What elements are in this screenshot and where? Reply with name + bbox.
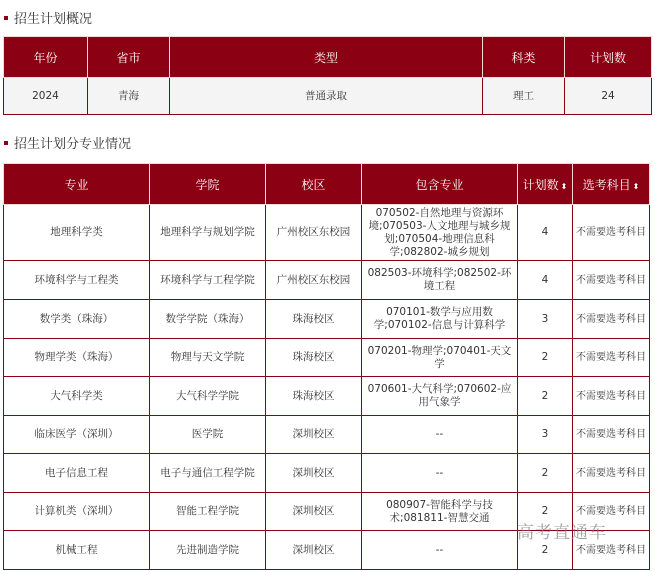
cell: 物理学类（珠海） xyxy=(4,339,150,377)
header-campus: 校区 xyxy=(266,164,362,205)
cell: 数学类（珠海） xyxy=(4,300,150,339)
header-plan-count-sortable[interactable] xyxy=(518,164,573,205)
cell: -- xyxy=(362,416,518,454)
cell: 深圳校区 xyxy=(266,493,362,531)
cell: 2 xyxy=(518,339,573,377)
cell: 物理与天文学院 xyxy=(150,339,266,377)
cell: 4 xyxy=(518,261,573,300)
cell: 不需要选考科目 xyxy=(573,205,650,261)
header-year: 年份 xyxy=(4,37,88,78)
cell: 大气科学类 xyxy=(4,377,150,416)
overview-table xyxy=(3,36,652,115)
cell: 070101-数学与应用数学;070102-信息与计算科学 xyxy=(362,300,518,339)
cell: 2 xyxy=(518,493,573,531)
cell: 不需要选考科目 xyxy=(573,493,650,531)
cell: 地理科学类 xyxy=(4,205,150,261)
cell: 电子信息工程 xyxy=(4,454,150,493)
table-header-row xyxy=(4,164,650,205)
cell: 珠海校区 xyxy=(266,300,362,339)
header-college: 学院 xyxy=(150,164,266,205)
cell: 深圳校区 xyxy=(266,454,362,493)
cell: 不需要选考科目 xyxy=(573,454,650,493)
cell: 3 xyxy=(518,416,573,454)
cell: 广州校区东校园 xyxy=(266,261,362,300)
table-row xyxy=(4,339,650,377)
cell: 环境科学与工程类 xyxy=(4,261,150,300)
cell: 070201-物理学;070401-天文学 xyxy=(362,339,518,377)
cell: 深圳校区 xyxy=(266,416,362,454)
cell: -- xyxy=(362,454,518,493)
section-title-overview xyxy=(4,8,92,27)
bullet-icon xyxy=(4,141,8,145)
cell: 青海 xyxy=(88,78,170,115)
cell: 先进制造学院 xyxy=(150,531,266,570)
table-header-row xyxy=(4,37,652,78)
header-subjects-sortable[interactable] xyxy=(573,164,650,205)
sort-icon[interactable]: ⬍ xyxy=(560,181,568,191)
sort-icon[interactable]: ⬍ xyxy=(632,181,640,191)
cell: 电子与通信工程学院 xyxy=(150,454,266,493)
cell: 临床医学（深圳） xyxy=(4,416,150,454)
header-category: 科类 xyxy=(483,37,565,78)
cell: 2 xyxy=(518,454,573,493)
cell: 珠海校区 xyxy=(266,339,362,377)
table-row xyxy=(4,205,650,261)
table-row xyxy=(4,261,650,300)
table-row xyxy=(4,454,650,493)
cell: 2024 xyxy=(4,78,88,115)
cell: 不需要选考科目 xyxy=(573,300,650,339)
cell: 理工 xyxy=(483,78,565,115)
cell: 不需要选考科目 xyxy=(573,339,650,377)
table-row xyxy=(4,300,650,339)
cell: 不需要选考科目 xyxy=(573,377,650,416)
cell: 080907-智能科学与技术;081811-智慧交通 xyxy=(362,493,518,531)
header-label: 选考科目 xyxy=(582,177,631,192)
cell: 2 xyxy=(518,377,573,416)
cell: 地理科学与规划学院 xyxy=(150,205,266,261)
table-row xyxy=(4,78,652,115)
cell: 070601-大气科学;070602-应用气象学 xyxy=(362,377,518,416)
cell: 数学学院（珠海） xyxy=(150,300,266,339)
cell: 机械工程 xyxy=(4,531,150,570)
table-row xyxy=(4,377,650,416)
cell: 普通录取 xyxy=(170,78,483,115)
section-title-text: 招生计划分专业情况 xyxy=(14,137,132,152)
header-major: 专业 xyxy=(4,164,150,205)
cell: 大气科学学院 xyxy=(150,377,266,416)
cell: 24 xyxy=(565,78,652,115)
cell: 2 xyxy=(518,531,573,570)
cell: 不需要选考科目 xyxy=(573,531,650,570)
cell: 医学院 xyxy=(150,416,266,454)
cell: 智能工程学院 xyxy=(150,493,266,531)
cell: 082503-环境科学;082502-环境工程 xyxy=(362,261,518,300)
watermark: 高考直通车 xyxy=(517,523,607,543)
header-plan-count: 计划数 xyxy=(565,37,652,78)
header-province: 省市 xyxy=(88,37,170,78)
header-included-majors: 包含专业 xyxy=(362,164,518,205)
header-type: 类型 xyxy=(170,37,483,78)
cell: 珠海校区 xyxy=(266,377,362,416)
header-label: 计划数 xyxy=(522,177,559,192)
cell: -- xyxy=(362,531,518,570)
cell: 不需要选考科目 xyxy=(573,416,650,454)
cell: 计算机类（深圳） xyxy=(4,493,150,531)
section-title-text: 招生计划概况 xyxy=(14,12,93,27)
cell: 3 xyxy=(518,300,573,339)
bullet-icon xyxy=(4,16,8,20)
cell: 4 xyxy=(518,205,573,261)
cell: 环境科学与工程学院 xyxy=(150,261,266,300)
cell: 070502-自然地理与资源环境;070503-人文地理与城乡规划;070504-地理信息科学;082802-城乡规划 xyxy=(362,205,518,261)
majors-table xyxy=(3,163,650,570)
cell: 广州校区东校园 xyxy=(266,205,362,261)
cell: 不需要选考科目 xyxy=(573,261,650,300)
section-title-majors xyxy=(4,133,131,152)
table-row xyxy=(4,416,650,454)
cell: 深圳校区 xyxy=(266,531,362,570)
